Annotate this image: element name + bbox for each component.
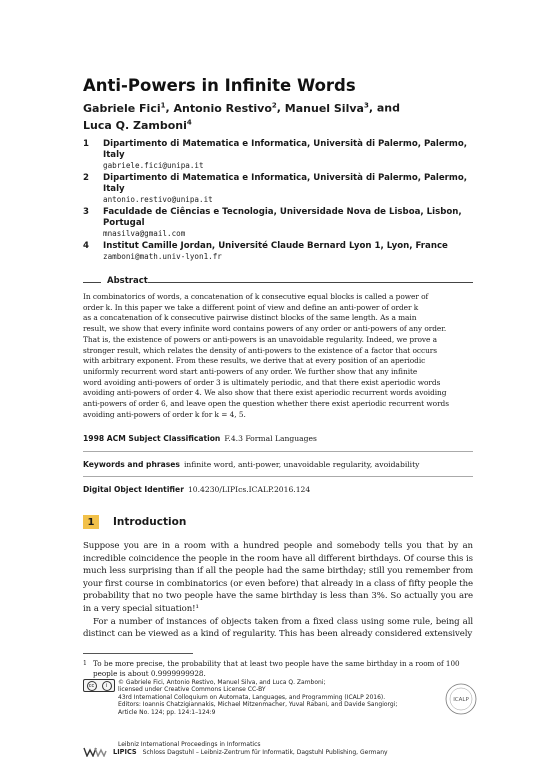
divider <box>83 476 473 477</box>
cc-license-icon[interactable]: cc i <box>83 679 115 692</box>
body-text <box>83 540 473 641</box>
author: Antonio Restivo$^2$ <box>173 101 277 115</box>
affiliation-email[interactable]: zamboni@math.univ-lyon1.fr <box>103 251 222 261</box>
divider <box>148 282 473 283</box>
affiliation-item: 3 Faculdade de Ciências e Tecnologia, Universidade Nova de Lisboa, Lisbon, Portugal mnasilva@gmail.com <box>83 207 473 240</box>
lipics-series-name: Leibniz International Proceedings in Informatics <box>118 741 261 748</box>
doi: Digital Object Identifier 10.4230/LIPIcs.ICALP.2016.124 <box>83 485 311 494</box>
divider <box>83 282 101 283</box>
affiliation-item: 1 Dipartimento di Matematica e Informatica, Università di Palermo, Palermo, Italy gabriele.fici@unipa.it <box>83 139 473 172</box>
section-title: Introduction <box>113 516 187 528</box>
paragraph: Suppose you are in a room with a hundred people and somebody tells you that by an incredible coincidence the people in the room have all different birthdays. Of course this is much less surprising than if all the people had the same birthday; still you remember from your first course in combinatorics (or even before) that already in a class of fifty people the probability that no two people have the same birthday is less than 3%. So actually you are in a very special situation!¹ <box>83 541 473 614</box>
author-list: Gabriele Fici$^1$, Antonio Restivo$^2$, Manuel Silva$^3$, and Luca Q. Zamboni$^4$ <box>83 101 400 133</box>
acm-classification: 1998 ACM Subject Classification F.4.3 Formal Languages <box>83 434 317 443</box>
publication-footer: © Gabriele Fici, Antonio Restivo, Manuel Silva, and Luca Q. Zamboni; licensed under Creative Commons License CC-BY 43rd International Colloquium on Automata, Languages, and Programming (ICALP 2016). Editors: Ioannis Chatzigiannakis, Michael Mitzenmacher, Yuval Rabani, and Davide Sangiorgi; Article No. 124; pp. 124:1–124:9 <box>118 679 398 716</box>
affiliation-email[interactable]: mnasilva@gmail.com <box>103 229 186 239</box>
author: Manuel Silva$^3$ <box>284 101 369 115</box>
section-heading <box>83 514 186 530</box>
lipics-logo-icon <box>83 747 107 757</box>
abstract-text: In combinatorics of words, a concatenation of k consecutive equal blocks is called a power of order k. In this paper we take a different point of view and define an anti-power of order k as a concatenation of k consecutive pairwise distinct blocks of the same length. As a main result, we show that every infinite word contains powers of any order or anti-powers of any order. That is, the existence of powers or anti-powers is an unavoidable regularity. Indeed, we prove a stronger result, which relates the density of anti-powers to the existence of a factor that occurs with arbitrary exponent. From these results, we derive that at every position of an aperiodic uniformly recurrent word start anti-powers of any order. We further show that any infinite word avoiding anti-powers of order 3 is ultimately periodic, and that there exist aperiodic words avoiding anti-powers of order 4. We also show that there exist aperiodic recurrent words avoiding anti-powers of order 6, and leave open the question whether there exist aperiodic recurrent words avoiding anti-powers of order k for k = 4, 5. <box>83 292 449 419</box>
divider <box>83 451 473 452</box>
keywords: Keywords and phrases infinite word, anti-power, unavoidable regularity, avoidability <box>83 460 420 469</box>
footnote: $^1$ To be more precise, the probability that at least two people have the same birthday in a room of 100 people is about 0.9999999928. <box>83 659 460 678</box>
affiliation-email[interactable]: gabriele.fici@unipa.it <box>103 161 204 171</box>
paragraph: For a number of instances of objects taken from a fixed class using some rule, being all distinct can be viewed as a kind of regularity. This has been already considered extensively <box>83 616 473 640</box>
author: Luca Q. Zamboni$^4$ <box>83 118 192 133</box>
icalp-badge-icon <box>444 682 478 716</box>
affiliation-list <box>83 139 473 263</box>
affiliation-email[interactable]: antonio.restivo@unipa.it <box>103 195 213 205</box>
abstract-heading: Abstract <box>83 276 473 288</box>
footnote-divider <box>83 653 193 654</box>
affiliation-item: 4 Institut Camille Jordan, Université Claude Bernard Lyon 1, Lyon, France zamboni@math.univ-lyon1.fr <box>83 241 473 263</box>
lipics-footer: LIPICS Schloss Dagstuhl – Leibniz-Zentrum für Informatik, Dagstuhl Publishing, Germany <box>83 747 388 757</box>
author: Gabriele Fici$^1$ <box>83 101 166 115</box>
doi-link[interactable]: 10.4230/LIPIcs.ICALP.2016.124 <box>187 485 311 494</box>
paper-title: Anti-Powers in Infinite Words <box>83 76 356 95</box>
svg-text:ICALP: ICALP <box>453 697 469 703</box>
section-number: 1 <box>83 515 99 529</box>
affiliation-item: 2 Dipartimento di Matematica e Informatica, Università di Palermo, Palermo, Italy antonio.restivo@unipa.it <box>83 173 473 206</box>
